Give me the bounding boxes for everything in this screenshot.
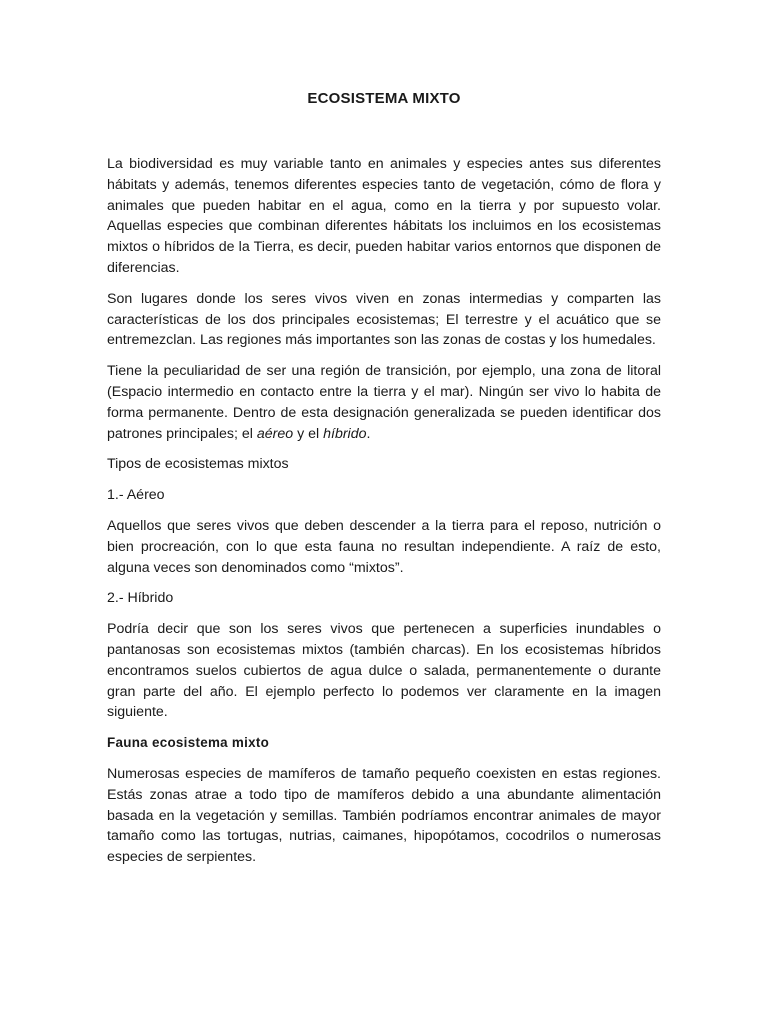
types-heading: Tipos de ecosistemas mixtos [107, 456, 289, 473]
paragraph-places: Son lugares donde los seres vivos viven en zonas intermedias y comparten las características de los dos principales ecosistemas; El terrestre y el acuático que se entremezclan. Las regiones más importantes son las zonas de costas y los humedales. [107, 290, 661, 349]
type-aereo-text: Aquellos que seres vivos que deben descender a la tierra para el reposo, nutrición o bien procreación, con lo que esta fauna no resultan independiente. A raíz de esto, alguna veces son denominados como “mixtos”. [107, 517, 661, 576]
type-aereo-label: 1.- Aéreo [107, 487, 165, 504]
paragraph-intro: La biodiversidad es muy variable tanto en animales y especies antes sus diferentes hábitats y además, tenemos diferentes especies tanto de vegetación, cómo de flora y animales que pueden habitar en el agua, como en la tierra y por supuesto volar. Aquellas especies que combinan diferentes hábitats los incluimos en los ecosistemas mixtos o híbridos de la Tierra, es decir, pueden habitar varios entornos que disponen de diferencias. [107, 156, 661, 276]
term-hibrido: híbrido [323, 425, 367, 442]
paragraph-transition-text: Tiene la peculiaridad de ser una región de transición, por ejemplo, una zona de litoral (Espacio intermedio en contacto entre la tierra y el mar). Ningún ser vivo lo habita de forma permanente. Dentro de esta designación generalizada se pueden identificar dos patrones principales; el [107, 363, 661, 442]
paragraph-transition-conjunction: y el [293, 425, 324, 442]
document-title: ECOSISTEMA MIXTO [307, 90, 461, 107]
fauna-text: Numerosas especies de mamíferos de tamaño pequeño coexisten en estas regiones. Estás zonas atrae a todo tipo de mamíferos debido a una abundante alimentación basada en la vegetación y semillas. También podríamos encontrar animales de mayor tamaño como las tortugas, nutrias, caimanes, hipopótamos, cocodrilos o numerosas especies de serpientes. [107, 765, 661, 866]
type-hibrido-text: Podría decir que son los seres vivos que pertenecen a superficies inundables o pantanosas son ecosistemas mixtos (también charcas). En los ecosistemas híbridos encontramos suelos cubiertos de agua dulce o salada, permanentemente o durante gran parte del año. El ejemplo perfecto lo podemos ver claramente en la imagen siguiente. [107, 621, 661, 721]
term-aereo: aéreo [256, 425, 294, 442]
paragraph-transition [107, 361, 661, 444]
document-page [107, 90, 661, 878]
paragraph-transition-end: . [366, 425, 371, 442]
type-hibrido-label: 2.- Híbrido [107, 590, 174, 607]
fauna-heading: Fauna ecosistema mixto [107, 735, 270, 751]
